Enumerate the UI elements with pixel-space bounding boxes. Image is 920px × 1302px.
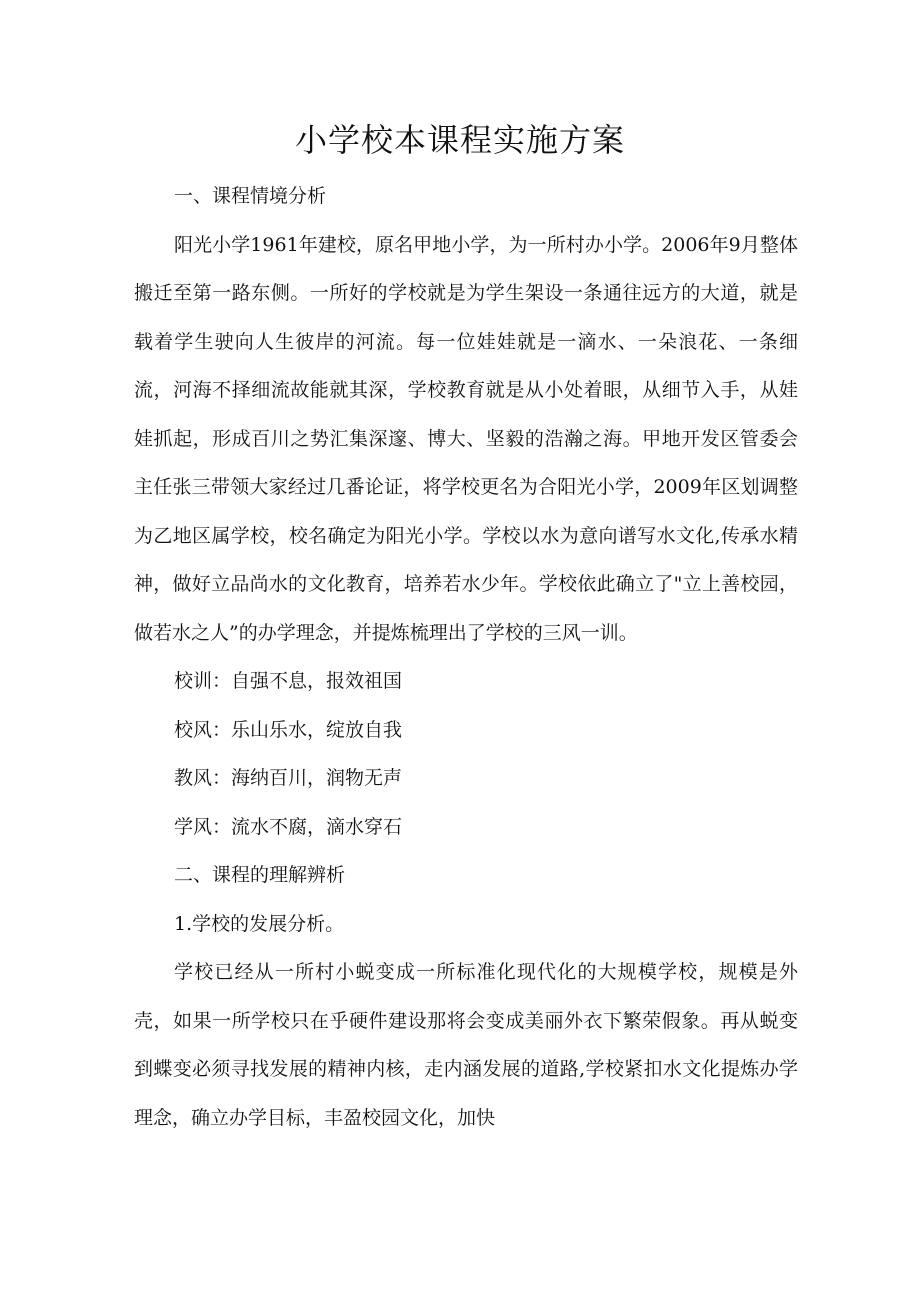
section1-heading: 一、课程情境分析 <box>174 185 327 207</box>
study-style: 学风：流水不腐，滴水穿石 <box>174 815 403 838</box>
document-title: 小学校本课程实施方案 <box>294 121 625 159</box>
section2-heading: 二、课程的理解辨析 <box>174 864 346 886</box>
section2-paragraph: 学校已经从一所村小蜕变成一所标准化现代化的大规模学校，规模是外壳，如果一所学校只在乎硬件建设那将会变成美丽外衣下繁荣假象。再从蜕变到蝶变必须寻找发展的精神内核，走内涵发展的道路,学校紧扣水文化提炼办学理念，确立办学目标，丰盈校园文化，加快 <box>134 961 798 1129</box>
subsection1-heading: 1.学校的发展分析。 <box>174 912 345 935</box>
school-spirit: 校风：乐山乐水，绽放自我 <box>174 718 403 741</box>
document-body <box>134 172 798 1142</box>
section1-paragraph: 阳光小学1961年建校，原名甲地小学，为一所村办小学。2006年9月整体搬迁至第一路东侧。一所好的学校就是为学生架设一条通往远方的大道，就是载着学生驶向人生彼岸的河流。每一位娃娃就是一滴水、一朵浪花、一条细流，河海不择细流故能就其深，学校教育就是从小处着眼，从细节入手，从娃娃抓起，形成百川之势汇集深邃、博大、坚毅的浩瀚之海。甲地开发区管委会主任张三带领大家经过几番论证，将学校更名为合阳光小学，2009年区划调整为乙地区属学校，校名确定为阳光小学。学校以水为意向谱写水文化,传承水精神，做好立品尚水的文化教育，培养若水少年。学校依此确立了"立上善校园，做若水之人”的办学理念，并提炼梳理出了学校的三风一训。 <box>134 233 798 644</box>
school-motto: 校训：自强不息，报效祖国 <box>174 670 403 692</box>
teaching-style: 教风：海纳百川，润物无声 <box>174 767 403 789</box>
